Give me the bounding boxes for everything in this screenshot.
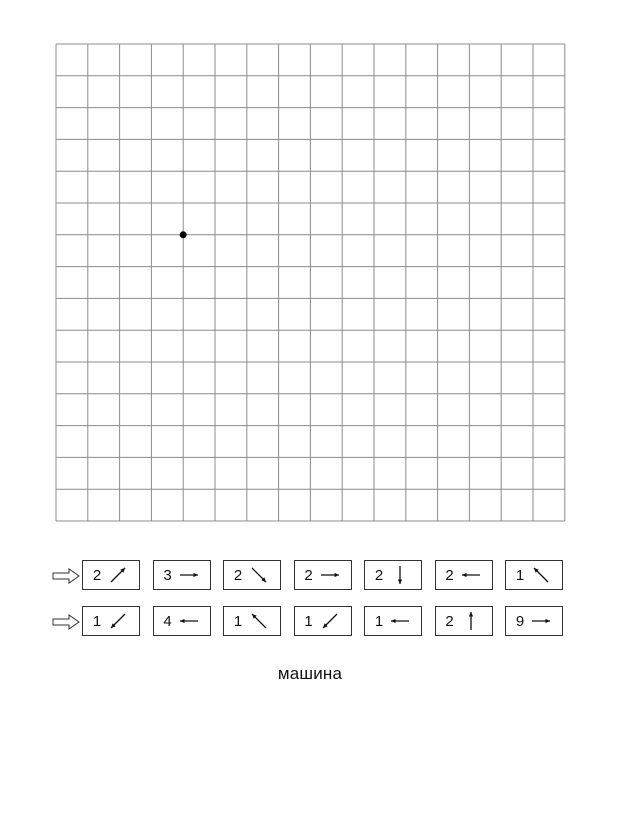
start-arrow-icon	[52, 614, 80, 630]
instruction-cell	[153, 560, 211, 590]
instruction-cell	[223, 560, 281, 590]
instruction-cell	[435, 560, 493, 590]
arrow-down-left-icon	[107, 610, 129, 632]
step-count: 1	[304, 612, 313, 630]
instruction-cell	[294, 560, 352, 590]
step-count: 2	[445, 612, 454, 630]
instruction-cell	[435, 606, 493, 636]
start-point-dot	[180, 231, 187, 238]
instruction-cell	[294, 606, 352, 636]
step-count: 1	[233, 612, 243, 630]
arrow-up-left-icon	[530, 564, 552, 586]
step-count: 1	[374, 612, 384, 630]
step-count: 2	[304, 566, 313, 584]
instruction-cell	[505, 560, 563, 590]
arrow-down-right-icon	[248, 564, 270, 586]
arrow-up-right-icon	[107, 564, 129, 586]
arrow-left-icon	[389, 610, 411, 632]
picture-caption: машина	[277, 664, 343, 683]
arrow-left-icon	[178, 610, 200, 632]
step-count: 2	[233, 566, 243, 584]
step-count: 9	[515, 612, 525, 630]
arrow-right-icon	[319, 564, 341, 586]
instruction-cell	[153, 606, 211, 636]
step-count: 3	[163, 566, 172, 584]
step-count: 4	[163, 612, 172, 630]
arrow-up-left-icon	[248, 610, 270, 632]
instruction-cell	[364, 560, 422, 590]
instruction-cell	[82, 560, 140, 590]
arrow-down-icon	[389, 564, 411, 586]
instruction-cell	[82, 606, 140, 636]
arrow-down-left-icon	[319, 610, 341, 632]
arrow-left-icon	[460, 564, 482, 586]
instruction-cell	[505, 606, 563, 636]
start-arrow-icon	[52, 568, 80, 584]
instruction-cell	[223, 606, 281, 636]
arrow-up-icon	[460, 610, 482, 632]
step-count: 1	[515, 566, 525, 584]
step-count: 2	[92, 566, 102, 584]
instruction-cell	[364, 606, 422, 636]
arrow-right-icon	[530, 610, 552, 632]
step-count: 1	[92, 612, 102, 630]
step-count: 2	[374, 566, 384, 584]
step-count: 2	[445, 566, 454, 584]
arrow-right-icon	[178, 564, 200, 586]
